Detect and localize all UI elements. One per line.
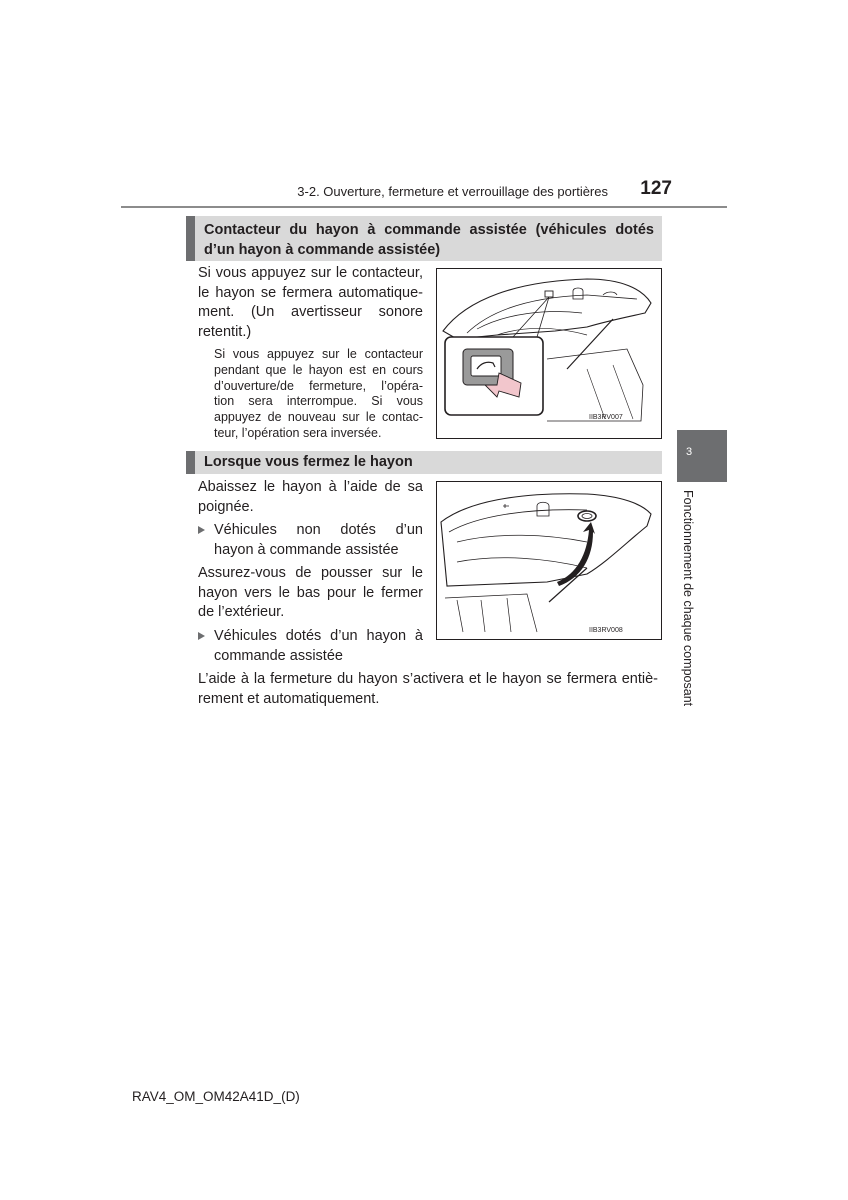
bullet2-description	[198, 670, 658, 709]
section-heading-closing-back-door: Lorsque vous fermez le hayon	[186, 451, 662, 474]
running-header-section: 3-2. Ouverture, fermeture et verrouillage des portières	[297, 184, 608, 199]
text-line: Abaissez le hayon à l’aide de sa	[198, 479, 423, 495]
figure-back-door-switch	[436, 268, 662, 439]
bullet1-description	[198, 564, 423, 623]
text-line: Si vous appuyez sur le contacteur,	[198, 265, 423, 281]
closing-back-door-illustration	[437, 482, 661, 639]
section-heading-power-back-door-switch	[186, 216, 662, 261]
text-line: le hayon se fermera automatique-	[198, 284, 423, 301]
text-line: poignée.	[198, 498, 254, 515]
text-line: hayon vers le bas pour le fermer	[198, 584, 423, 601]
header-rule	[121, 206, 727, 208]
section1-body	[198, 264, 423, 342]
chapter-tab-number: 3	[686, 446, 693, 458]
page-number: 127	[640, 178, 672, 199]
bullet-triangle-icon	[198, 632, 205, 640]
text-line: Si vous appuyez sur le contacteur	[214, 347, 423, 361]
bullet-text	[214, 627, 423, 666]
text-line: ment. (Un avertisseur sonore	[198, 304, 423, 320]
section1-note	[214, 347, 423, 442]
text-line: appuyez de nouveau sur le contac-	[214, 410, 423, 425]
text-line: de l’extérieur.	[198, 604, 285, 620]
figure-code: IIB3RV007	[589, 414, 623, 421]
bullet-text	[214, 521, 423, 560]
figure-closing-back-door	[436, 481, 662, 640]
text-line: retentit.)	[198, 323, 252, 340]
section2-intro	[198, 478, 423, 517]
chapter-tab-label: Fonctionnement de chaque composant	[681, 490, 695, 707]
figure-code: IIB3RV008	[589, 627, 623, 634]
bullet-triangle-icon	[198, 526, 205, 534]
chapter-tab	[677, 430, 727, 482]
text-line: pendant que le hayon est en cours	[214, 362, 423, 377]
back-door-switch-illustration	[437, 269, 661, 438]
text-line: Véhicules dotés d’un hayon à	[214, 628, 423, 644]
text-line: Assurez-vous de pousser sur le	[198, 565, 423, 581]
text-line: d’ouverture/de fermeture, l’opéra-	[214, 378, 423, 393]
text-line: tion sera interrompue. Si vous	[214, 394, 423, 409]
text-line: commande assistée	[214, 647, 343, 664]
document-code: RAV4_OM_OM42A41D_(D)	[132, 1089, 300, 1104]
text-line: rement et automatiquement.	[198, 690, 380, 707]
text-line: L’aide à la fermeture du hayon s’activera et le hayon se fermera entiè-	[198, 671, 658, 687]
section-heading-line: Contacteur du hayon à commande assistée (véhicules dotés	[204, 222, 654, 238]
text-line: teur, l’opération sera inversée.	[214, 425, 382, 440]
text-line: Véhicules non dotés d’un	[214, 522, 423, 538]
section-heading-line: d’un hayon à commande assistée)	[204, 242, 441, 258]
text-line: hayon à commande assistée	[214, 541, 399, 558]
